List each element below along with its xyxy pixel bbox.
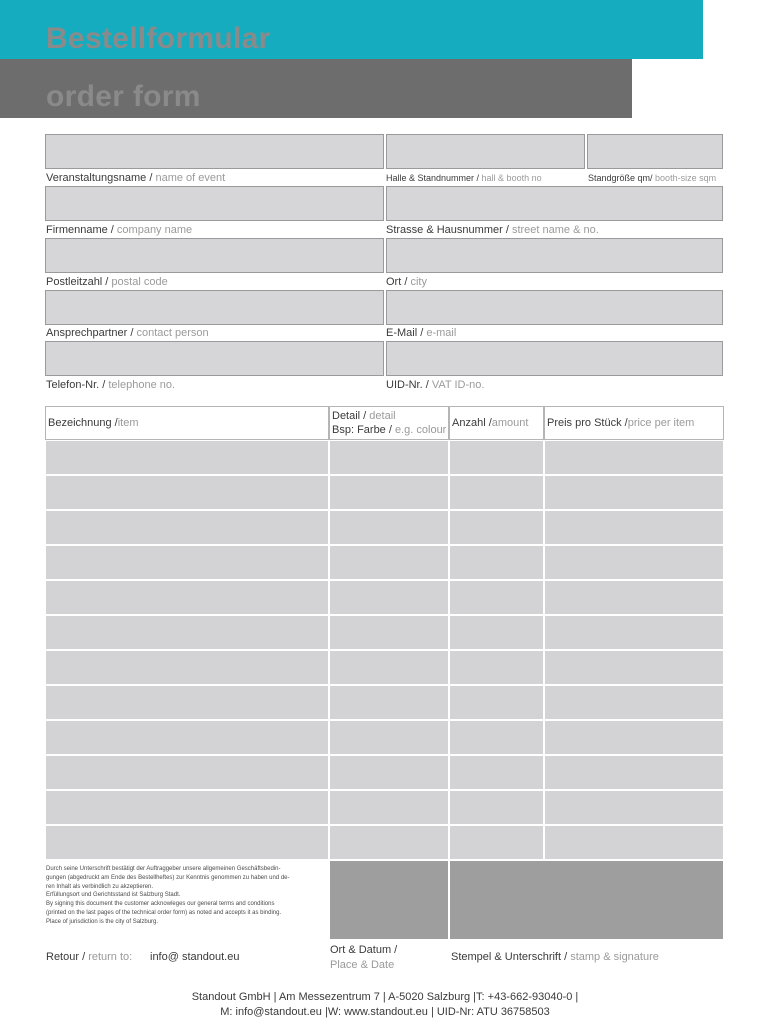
price-cell[interactable] (544, 580, 724, 615)
price-cell[interactable] (544, 755, 724, 790)
amount-cell[interactable] (449, 720, 544, 755)
amount-cell[interactable] (449, 475, 544, 510)
city-label: Ort / city (386, 276, 427, 288)
amount-cell[interactable] (449, 440, 544, 475)
legal-line: gungen (abgedruckt am Ende des Bestellheftes) zur Kenntnis genommen zu haben und de- (46, 874, 290, 881)
stamp-signature-field[interactable] (449, 860, 724, 940)
detail-cell[interactable] (329, 475, 449, 510)
column-header-item: Bezeichnung / item (45, 406, 329, 440)
retour-label: Retour / return to: (46, 951, 133, 963)
stand-size-field[interactable] (587, 134, 723, 169)
item-cell[interactable] (45, 440, 329, 475)
street-field[interactable] (386, 186, 723, 221)
detail-cell[interactable] (329, 440, 449, 475)
column-header-amount: Anzahl / amount (449, 406, 544, 440)
detail-cell[interactable] (329, 720, 449, 755)
place-date-field[interactable] (329, 860, 449, 940)
detail-cell[interactable] (329, 510, 449, 545)
legal-line: ren Inhalt als verbindlich zu akzeptieren. (46, 883, 154, 890)
place-date-label-en: Place & Date (330, 959, 395, 971)
postal-label: Postleitzahl / postal code (46, 276, 168, 288)
detail-cell[interactable] (329, 580, 449, 615)
price-cell[interactable] (544, 685, 724, 720)
item-cell[interactable] (45, 580, 329, 615)
legal-line: (printed on the last pages of the technical order form) as noted and accepts it as binding. (46, 909, 282, 916)
legal-line: By signing this document the customer acknowleges our general terms and conditions (46, 901, 275, 908)
column-header-detail-line1: Detail / detail (332, 410, 396, 422)
stamp-signature-label: Stempel & Unterschrift / stamp & signature (451, 951, 659, 963)
contact-label: Ansprechpartner / contact person (46, 327, 209, 339)
amount-cell[interactable] (449, 580, 544, 615)
detail-cell[interactable] (329, 825, 449, 860)
detail-cell[interactable] (329, 650, 449, 685)
postal-field[interactable] (45, 238, 384, 273)
company-field[interactable] (45, 186, 384, 221)
hall-stand-label: Halle & Standnummer / hall & booth no (386, 173, 542, 183)
stand-size-label: Standgröße qm/ booth-size sqm (588, 173, 717, 183)
item-cell[interactable] (45, 650, 329, 685)
vat-label: UID-Nr. / VAT ID-no. (386, 379, 485, 391)
detail-cell[interactable] (329, 755, 449, 790)
event-name-label: Veranstaltungsname / name of event (46, 172, 226, 184)
item-cell[interactable] (45, 615, 329, 650)
price-cell[interactable] (544, 440, 724, 475)
item-cell[interactable] (45, 510, 329, 545)
street-label: Strasse & Hausnummer / street name & no. (386, 224, 599, 236)
page-title-de: Bestellformular (46, 22, 271, 55)
footer-contact: M: info@standout.eu |W: www.standout.eu | UID-Nr: ATU 36758503 (220, 1006, 550, 1018)
price-cell[interactable] (544, 615, 724, 650)
amount-cell[interactable] (449, 790, 544, 825)
vat-field[interactable] (386, 341, 723, 376)
place-date-label-de: Ort & Datum / (330, 944, 398, 956)
amount-cell[interactable] (449, 615, 544, 650)
event-name-field[interactable] (45, 134, 384, 169)
price-cell[interactable] (544, 825, 724, 860)
column-header-price: Preis pro Stück / price per item (544, 406, 724, 440)
company-label: Firmenname / company name (46, 224, 193, 236)
city-field[interactable] (386, 238, 723, 273)
legal-line: Durch seine Unterschrift bestätigt der Auftraggeber unsere allgemeinen Geschäftsbedin- (46, 866, 281, 872)
legal-terms-text (46, 865, 329, 927)
email-label: E-Mail / e-mail (386, 327, 457, 339)
item-cell[interactable] (45, 475, 329, 510)
item-cell[interactable] (45, 720, 329, 755)
detail-cell[interactable] (329, 615, 449, 650)
price-cell[interactable] (544, 720, 724, 755)
item-cell[interactable] (45, 825, 329, 860)
amount-cell[interactable] (449, 755, 544, 790)
hall-stand-field[interactable] (386, 134, 585, 169)
price-cell[interactable] (544, 790, 724, 825)
legal-line: Place of jurisdiction is the city of Salzburg. (46, 918, 159, 925)
amount-cell[interactable] (449, 825, 544, 860)
price-cell[interactable] (544, 650, 724, 685)
footer-address: Standout GmbH | Am Messezentrum 7 | A-5020 Salzburg |T: +43-662-93040-0 | (191, 991, 579, 1003)
retour-email[interactable]: info@ standout.eu (150, 951, 240, 963)
item-cell[interactable] (45, 755, 329, 790)
email-field[interactable] (386, 290, 723, 325)
item-cell[interactable] (45, 685, 329, 720)
place-date-label (330, 943, 397, 973)
amount-cell[interactable] (449, 510, 544, 545)
legal-line: Erfüllungsort und Gerichtsstand ist Salzburg Stadt. (46, 892, 181, 899)
contact-field[interactable] (45, 290, 384, 325)
phone-field[interactable] (45, 341, 384, 376)
amount-cell[interactable] (449, 685, 544, 720)
phone-label: Telefon-Nr. / telephone no. (46, 379, 176, 391)
amount-cell[interactable] (449, 650, 544, 685)
detail-cell[interactable] (329, 545, 449, 580)
detail-cell[interactable] (329, 685, 449, 720)
detail-cell[interactable] (329, 790, 449, 825)
column-header-detail-line2: Bsp: Farbe / e.g. colour (332, 424, 447, 436)
page-title-en: order form (46, 80, 201, 113)
item-cell[interactable] (45, 545, 329, 580)
item-cell[interactable] (45, 790, 329, 825)
price-cell[interactable] (544, 475, 724, 510)
price-cell[interactable] (544, 545, 724, 580)
price-cell[interactable] (544, 510, 724, 545)
column-header-detail (329, 406, 449, 440)
amount-cell[interactable] (449, 545, 544, 580)
